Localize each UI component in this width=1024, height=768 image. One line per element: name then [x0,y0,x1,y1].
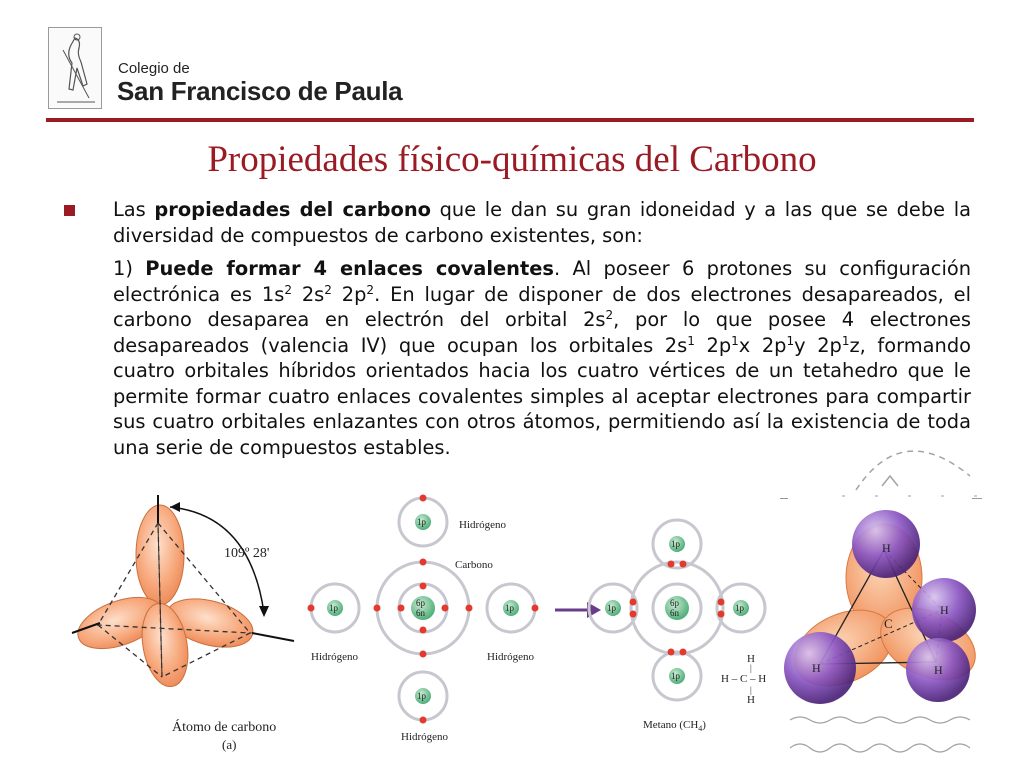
h-label-right: H [940,603,949,617]
proton-label: 1p [607,603,616,613]
svg-text:|: | [750,663,752,673]
hydrogen-label-top: Hidrógeno [459,519,507,531]
formula-row: H – C – H [721,673,767,685]
h-label-top: H [882,541,891,555]
nucleus-neutrons-label: 6n [670,608,679,618]
logo-subtitle: Colegio de [118,60,190,77]
intro-paragraph: Las propiedades del carbono que le dan su gran idoneidad y a las que se debe la diversidad de compuestos de carbono existentes, son: [113,198,971,247]
property-paragraph: 1) Puede formar 4 enlaces covalentes. Al poseer 6 protones su configuración electrónica es $1s^2$ $2s^2$ $2p^2$. En lugar de disponer de dos electrones desapareados, el carbono desaparea en electrón del orbital $2s^2$, por lo que posee 4 electrones desapareados (valencia IV) que ocupan los orbitales $2s^1$ $2p^1x$ $2p^1y$ $2p^1z$, formando cuatro orbitales híbridos orientados hacia los cuatro vértices de un tetahedro que le permite formar cuatro enlaces covalentes simples al aceptar electrones para compartir sus cuatro orbitales enlazantes con otros átomos, permitiendo así la existencia de toda una serie de compuestos estables. [113,257,971,459]
formula-h-top: H [747,653,755,665]
hydrogen-label-left: Hidrógeno [311,651,359,663]
header-divider [46,118,974,122]
property-bold: Puede formar 4 enlaces covalentes [145,257,554,280]
slide-title: Propiedades físico-químicas del Carbono [207,139,817,180]
methane-caption: Metano $(CH_4)$ [643,719,706,733]
proton-label: 1p [329,603,338,613]
svg-text:|: | [750,685,752,695]
proton-label: 1p [671,539,680,549]
carbon-label: Carbono [455,559,493,571]
bond-angle-label: 109º 28' [224,546,270,561]
h-label-bottom: H [934,663,943,677]
proton-label: 1p [417,691,426,701]
nucleus-neutrons-label: 6n [416,608,425,618]
square-bullet-icon [64,205,75,216]
methane-orbital-model [780,498,990,766]
proton-label: 1p [735,603,744,613]
proton-label: 1p [671,671,680,681]
hydrogen-label-right: Hidrógeno [487,651,535,663]
methane-formation-diagram [305,492,783,764]
formula-h-bottom: H [747,694,755,706]
tetrahedral-carbon-figure [70,495,300,757]
nucleus-protons-label: 6p [416,598,425,608]
intro-bold: propiedades del carbono [154,198,431,221]
h-label-left: H [812,661,821,675]
proton-label: 1p [505,603,514,613]
carbon-center-label: C [884,616,893,631]
carbon-atom-caption: Átomo de carbono [172,720,277,735]
logo-title: San Francisco de Paula [117,76,403,106]
proton-label: 1p [417,517,426,527]
nucleus-protons-label: 6p [670,598,679,608]
hydrogen-label-bottom: Hidrógeno [401,731,449,743]
school-logo [48,27,102,109]
figure-a-label: (a) [222,737,237,752]
structural-formula [721,653,766,706]
saint-figure-icon [49,28,103,110]
